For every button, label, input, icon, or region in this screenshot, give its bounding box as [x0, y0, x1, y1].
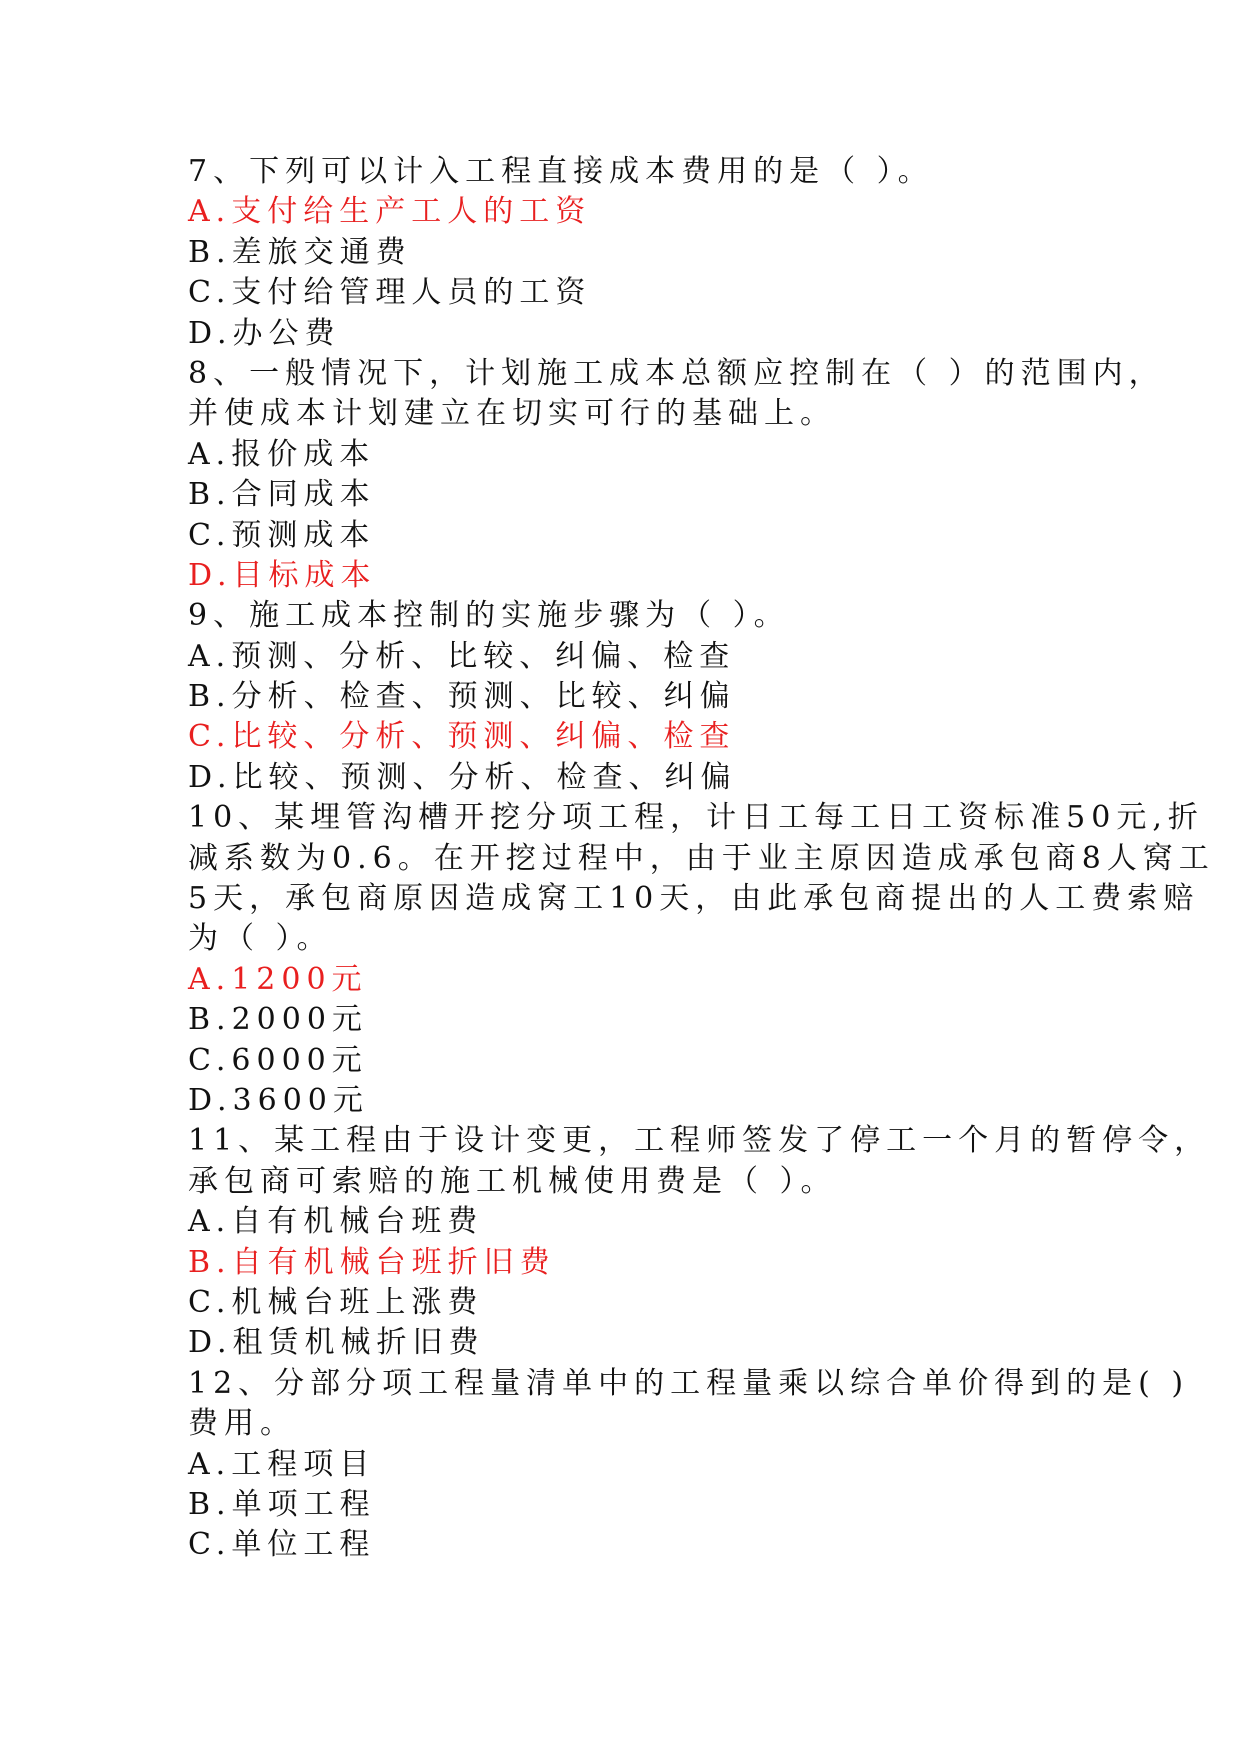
option-d-correct: D.目标成本	[188, 557, 377, 593]
option-c: C.支付给管理人员的工资	[188, 275, 592, 311]
option-a-correct: A.支付给生产工人的工资	[188, 194, 592, 230]
question-stem: 10、某埋管沟槽开挖分项工程，计日工每工日工资标准50元,折	[188, 800, 1204, 836]
question-stem-continued: 并使成本计划建立在切实可行的基础上。	[188, 396, 836, 432]
option-b: B.差旅交通费	[188, 234, 412, 270]
option-c: C.单位工程	[188, 1527, 376, 1563]
option-c: C.机械台班上涨费	[188, 1284, 484, 1320]
option-b: B.单项工程	[188, 1486, 376, 1522]
option-d: D.比较、预测、分析、检查、纠偏	[188, 759, 737, 795]
option-b: B.合同成本	[188, 477, 376, 513]
option-b: B.分析、检查、预测、比较、纠偏	[188, 679, 736, 715]
question-stem: 11、某工程由于设计变更，工程师签发了停工一个月的暂停令，	[188, 1123, 1211, 1159]
option-c: C.6000元	[188, 1042, 368, 1078]
option-c-correct: C.比较、分析、预测、纠偏、检查	[188, 719, 736, 755]
question-11	[188, 1121, 1211, 1363]
option-b-correct: B.自有机械台班折旧费	[188, 1244, 556, 1280]
option-a-correct: A.1200元	[188, 961, 368, 997]
option-b: B.2000元	[188, 1002, 368, 1038]
question-stem-continued: 费用。	[188, 1406, 296, 1442]
question-stem: 12、分部分项工程量清单中的工程量乘以综合单价得到的是( )	[188, 1365, 1190, 1401]
option-a: A.报价成本	[188, 436, 376, 472]
question-7	[188, 152, 1068, 354]
question-stem: 7、下列可以计入工程直接成本费用的是（ ）。	[188, 154, 934, 189]
question-stem-continued: 5天，承包商原因造成窝工10天，由此承包商提出的人工费索赔	[188, 881, 1200, 917]
question-stem: 8、一般情况下，计划施工成本总额应控制在（ ）的范围内，	[188, 355, 1165, 391]
option-a: A.工程项目	[188, 1446, 376, 1482]
question-stem: 9、施工成本控制的实施步骤为（ ）。	[188, 598, 790, 634]
option-d: D.租赁机械折旧费	[188, 1325, 485, 1361]
option-a: A.自有机械台班费	[188, 1204, 484, 1240]
question-stem-continued: 承包商可索赔的施工机械使用费是（ ）。	[188, 1163, 837, 1199]
question-stem-continued: 减系数为0.6。在开挖过程中，由于业主原因造成承包商8人窝工	[188, 840, 1215, 876]
question-12	[188, 1364, 1190, 1566]
option-d: D.办公费	[188, 315, 341, 351]
question-8	[188, 354, 1165, 596]
option-d: D.3600元	[188, 1082, 369, 1118]
option-c: C.预测成本	[188, 517, 376, 553]
question-10	[188, 798, 1215, 1121]
question-9	[188, 596, 1068, 798]
exam-page	[188, 152, 1215, 1566]
option-a: A.预测、分析、比较、纠偏、检查	[188, 638, 736, 674]
question-stem-continued: 为（ ）。	[188, 921, 333, 957]
